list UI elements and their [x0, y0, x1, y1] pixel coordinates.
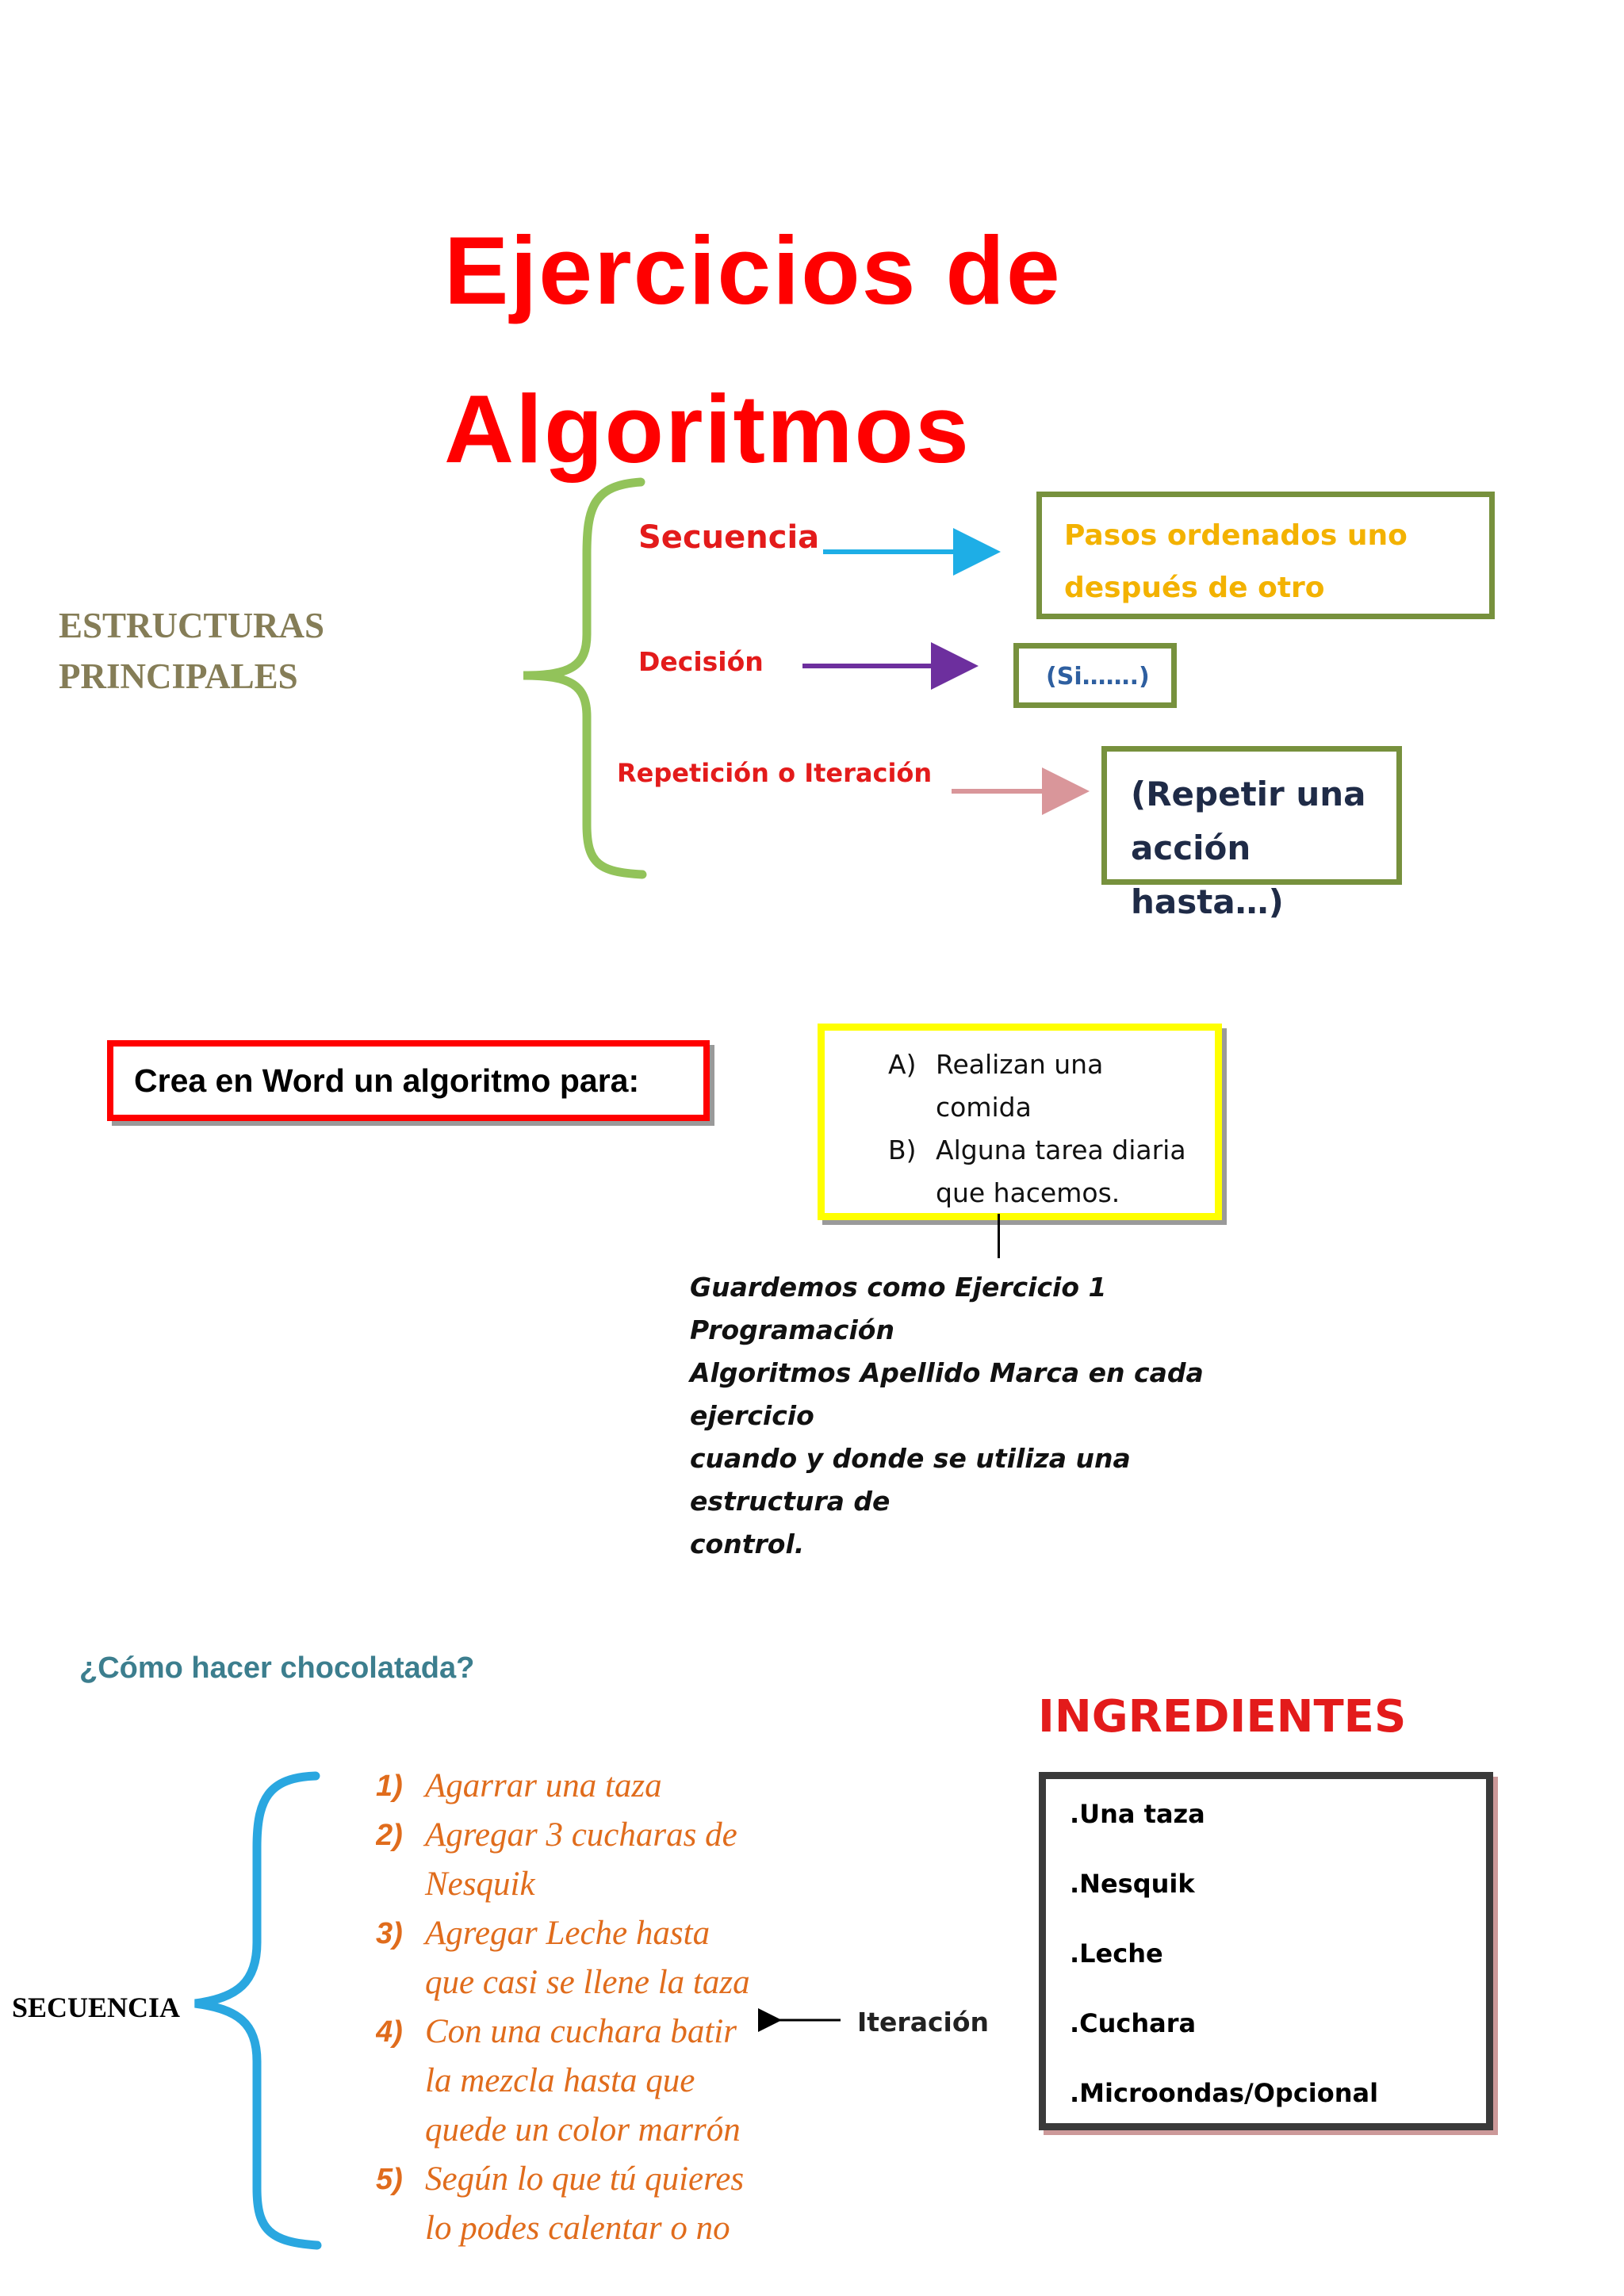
connector-line	[998, 1214, 1000, 1258]
green-brace-icon	[523, 482, 642, 874]
secuencia-label: Secuencia	[638, 519, 820, 556]
repeticion-definition-line2: acción hasta…)	[1131, 828, 1284, 921]
step-text: quede un color marrón	[425, 2111, 741, 2149]
option-b-line1: Alguna tarea diaria	[936, 1135, 1186, 1165]
ingrediente-item: .Una taza	[1070, 1799, 1205, 1829]
option-a-letter: A)	[888, 1049, 917, 1080]
step-number: 1)	[376, 1770, 403, 1803]
repeticion-label: Repetición o Iteración	[617, 758, 933, 788]
option-a-line1: Realizan una	[936, 1049, 1104, 1080]
option-a	[888, 1043, 1207, 1129]
task-instruction-box	[107, 1040, 710, 1121]
option-b-letter: B)	[888, 1135, 917, 1165]
blue-brace-icon	[195, 1776, 317, 2245]
step-text: Agarrar una taza	[425, 1767, 662, 1804]
step-number: 4)	[376, 2015, 403, 2049]
ingrediente-item: .Leche	[1070, 1938, 1163, 1969]
ingrediente-item: .Microondas/Opcional	[1070, 2078, 1379, 2108]
step-item	[376, 2007, 852, 2155]
decision-label: Decisión	[638, 646, 764, 677]
save-instructions	[690, 1266, 1261, 1566]
secuencia-definition-box	[1036, 492, 1495, 619]
ingredientes-title: INGREDIENTES	[1038, 1691, 1407, 1743]
estructuras-label	[59, 600, 324, 702]
repeticion-definition-box	[1101, 746, 1402, 921]
ingrediente-item: .Nesquik	[1070, 1869, 1195, 1899]
estructuras-label-line2: PRINCIPALES	[59, 656, 298, 696]
chocolatada-question: ¿Cómo hacer chocolatada?	[79, 1651, 475, 1685]
secuencia-side-label: SECUENCIA	[12, 1992, 181, 2023]
repeticion-definition-line1: (Repetir una	[1131, 775, 1366, 813]
step-text: Nesquik	[425, 1866, 535, 1903]
secuencia-definition-line2: después de otro	[1064, 572, 1325, 604]
iteracion-label: Iteración	[857, 2007, 990, 2038]
ingrediente-item: .Cuchara	[1070, 2008, 1197, 2038]
step-item	[376, 1909, 852, 2007]
save-instructions-line4: control.	[690, 1529, 805, 1559]
step-text: Agregar Leche hasta	[425, 1915, 710, 1952]
step-item	[376, 1762, 852, 1811]
option-a-line2: comida	[936, 1092, 1032, 1123]
save-instructions-line1: Guardemos como Ejercicio 1 Programación	[690, 1272, 1107, 1345]
task-instruction-text: Crea en Word un algoritmo para:	[134, 1062, 640, 1099]
save-instructions-line3: cuando y donde se utiliza una estructura de	[690, 1443, 1131, 1517]
task-options-box	[818, 1024, 1222, 1220]
step-text: que casi se llene la taza	[425, 1964, 750, 2001]
ingredientes-box	[1039, 1772, 1493, 2130]
option-b	[888, 1129, 1207, 1215]
step-text: lo podes calentar o no	[425, 2210, 730, 2247]
option-b-line2: que hacemos.	[936, 1177, 1120, 1208]
page-title-line2: Algoritmos	[444, 375, 971, 483]
step-item	[376, 2155, 852, 2247]
save-instructions-line2: Algoritmos Apellido Marca en cada ejercicio	[690, 1357, 1204, 1431]
decision-definition-box	[1013, 643, 1177, 708]
step-text: la mezcla hasta que	[425, 2062, 695, 2099]
step-item	[376, 1811, 852, 1909]
secuencia-definition-line1: Pasos ordenados uno	[1064, 519, 1408, 552]
page-title-line1: Ejercicios de	[444, 216, 1062, 324]
step-text: Agregar 3 cucharas de	[425, 1816, 737, 1854]
step-number: 3)	[376, 1917, 403, 1950]
step-number: 5)	[376, 2163, 403, 2196]
step-text: Con una cuchara batir	[425, 2013, 737, 2050]
decision-definition-text: (Si…….)	[1046, 663, 1150, 691]
step-number: 2)	[376, 1819, 403, 1852]
steps-list	[376, 1762, 852, 2247]
estructuras-label-line1: ESTRUCTURAS	[59, 606, 325, 645]
step-text: Según lo que tú quieres	[425, 2160, 745, 2198]
